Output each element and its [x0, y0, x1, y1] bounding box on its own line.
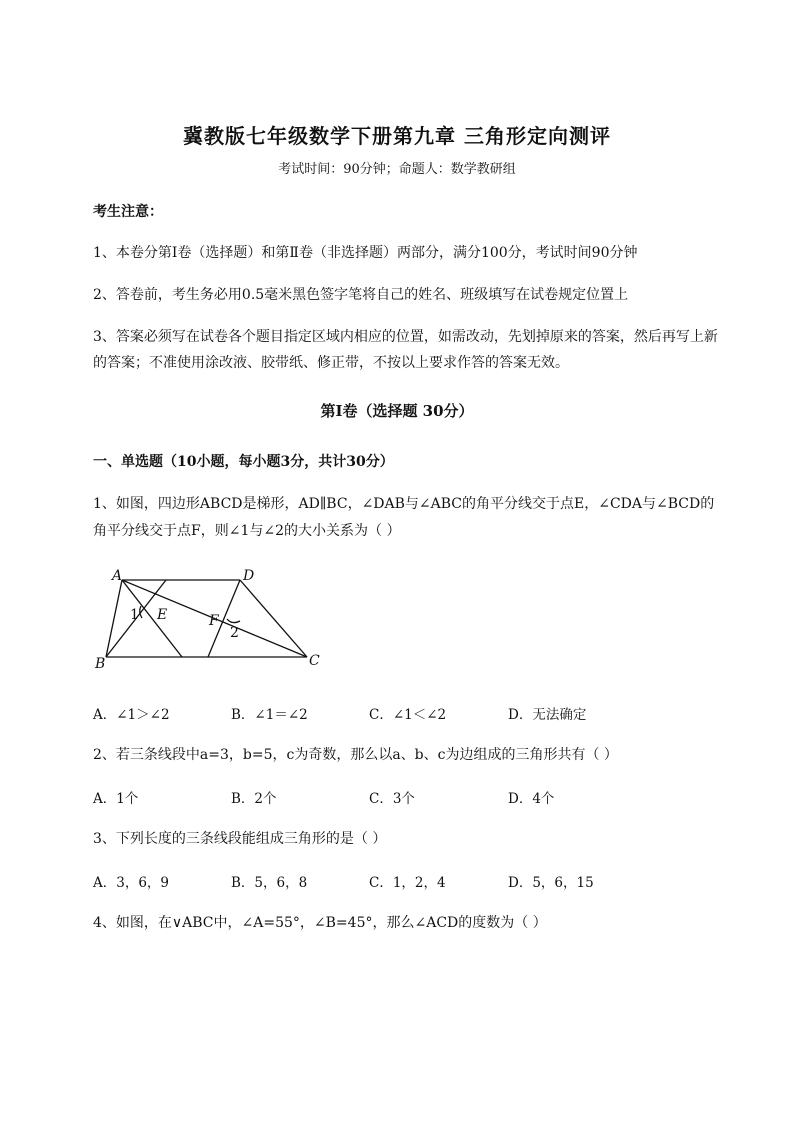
label-b: B	[95, 656, 106, 672]
q3-option-d[interactable]: D．5，6，15	[508, 875, 594, 891]
label-c: C	[309, 653, 320, 669]
label-d: D	[243, 568, 255, 584]
q1-option-b[interactable]: B．∠1＝∠2	[231, 707, 308, 723]
question-1-text: 角平分线交于点F，则∠1与∠2的大小关系为（ ）	[93, 523, 401, 539]
angle-2-arc	[227, 619, 240, 623]
question-2-text: 2、若三条线段中a=3，b=5，c为奇数，那么以a、b、c为边组成的三角形共有（ ）	[93, 747, 618, 763]
notice-heading: 考生注意：	[93, 204, 163, 220]
section-heading: 一、单选题（10小题，每小题3分，共计30分）	[93, 454, 394, 470]
q3-option-b[interactable]: B．5，6，8	[231, 875, 308, 891]
label-angle-1: 1	[130, 607, 139, 623]
q2-option-a[interactable]: A．1个	[93, 791, 139, 807]
q1-option-d[interactable]: D．无法确定	[508, 707, 587, 723]
question-3-text: 3、下列长度的三条线段能组成三角形的是（ ）	[93, 831, 387, 847]
q1-option-c[interactable]: C．∠1＜∠2	[369, 707, 447, 723]
question-4-text: 4、如图，在∨ABC中，∠A=55°，∠B=45°，那么∠ACD的度数为（ ）	[93, 915, 547, 931]
part-title: 第I卷（选择题 30分）	[320, 402, 474, 420]
q2-option-b[interactable]: B．2个	[231, 791, 277, 807]
page-subtitle: 考试时间：90分钟；命题人：数学教研组	[278, 162, 516, 177]
q3-option-a[interactable]: A．3，6，9	[93, 875, 170, 891]
notice-item: 的答案；不准使用涂改液、胶带纸、修正带，不按以上要求作答的答案无效。	[93, 355, 569, 371]
notice-item: 3、答案必须写在试卷各个题目指定区域内相应的位置，如需改动，先划掉原来的答案，然后再写上新	[93, 329, 718, 345]
page-title: 冀教版七年级数学下册第九章 三角形定向测评	[183, 124, 611, 148]
question-1-text: 1、如图，四边形ABCD是梯形，AD∥BC，∠DAB与∠ABC的角平分线交于点E，∠CDA与∠BCD的	[93, 496, 715, 512]
side-ab	[106, 580, 122, 657]
label-e: E	[157, 607, 168, 623]
label-a: A	[112, 568, 123, 584]
q2-option-d[interactable]: D．4个	[508, 791, 555, 807]
side-dc	[240, 580, 307, 657]
label-angle-2: 2	[230, 625, 239, 641]
q1-option-a[interactable]: A．∠1＞∠2	[93, 707, 170, 723]
notice-item: 2、答卷前，考生务必用0.5毫米黑色签字笔将自己的姓名、班级填写在试卷规定位置上	[93, 287, 629, 303]
label-f: F	[209, 613, 219, 629]
notice-item: 1、本卷分第I卷（选择题）和第Ⅱ卷（非选择题）两部分，满分100分，考试时间90分钟	[93, 245, 638, 261]
trapezoid-figure	[92, 562, 332, 672]
q2-option-c[interactable]: C．3个	[369, 791, 415, 807]
q3-option-c[interactable]: C．1，2，4	[369, 875, 446, 891]
